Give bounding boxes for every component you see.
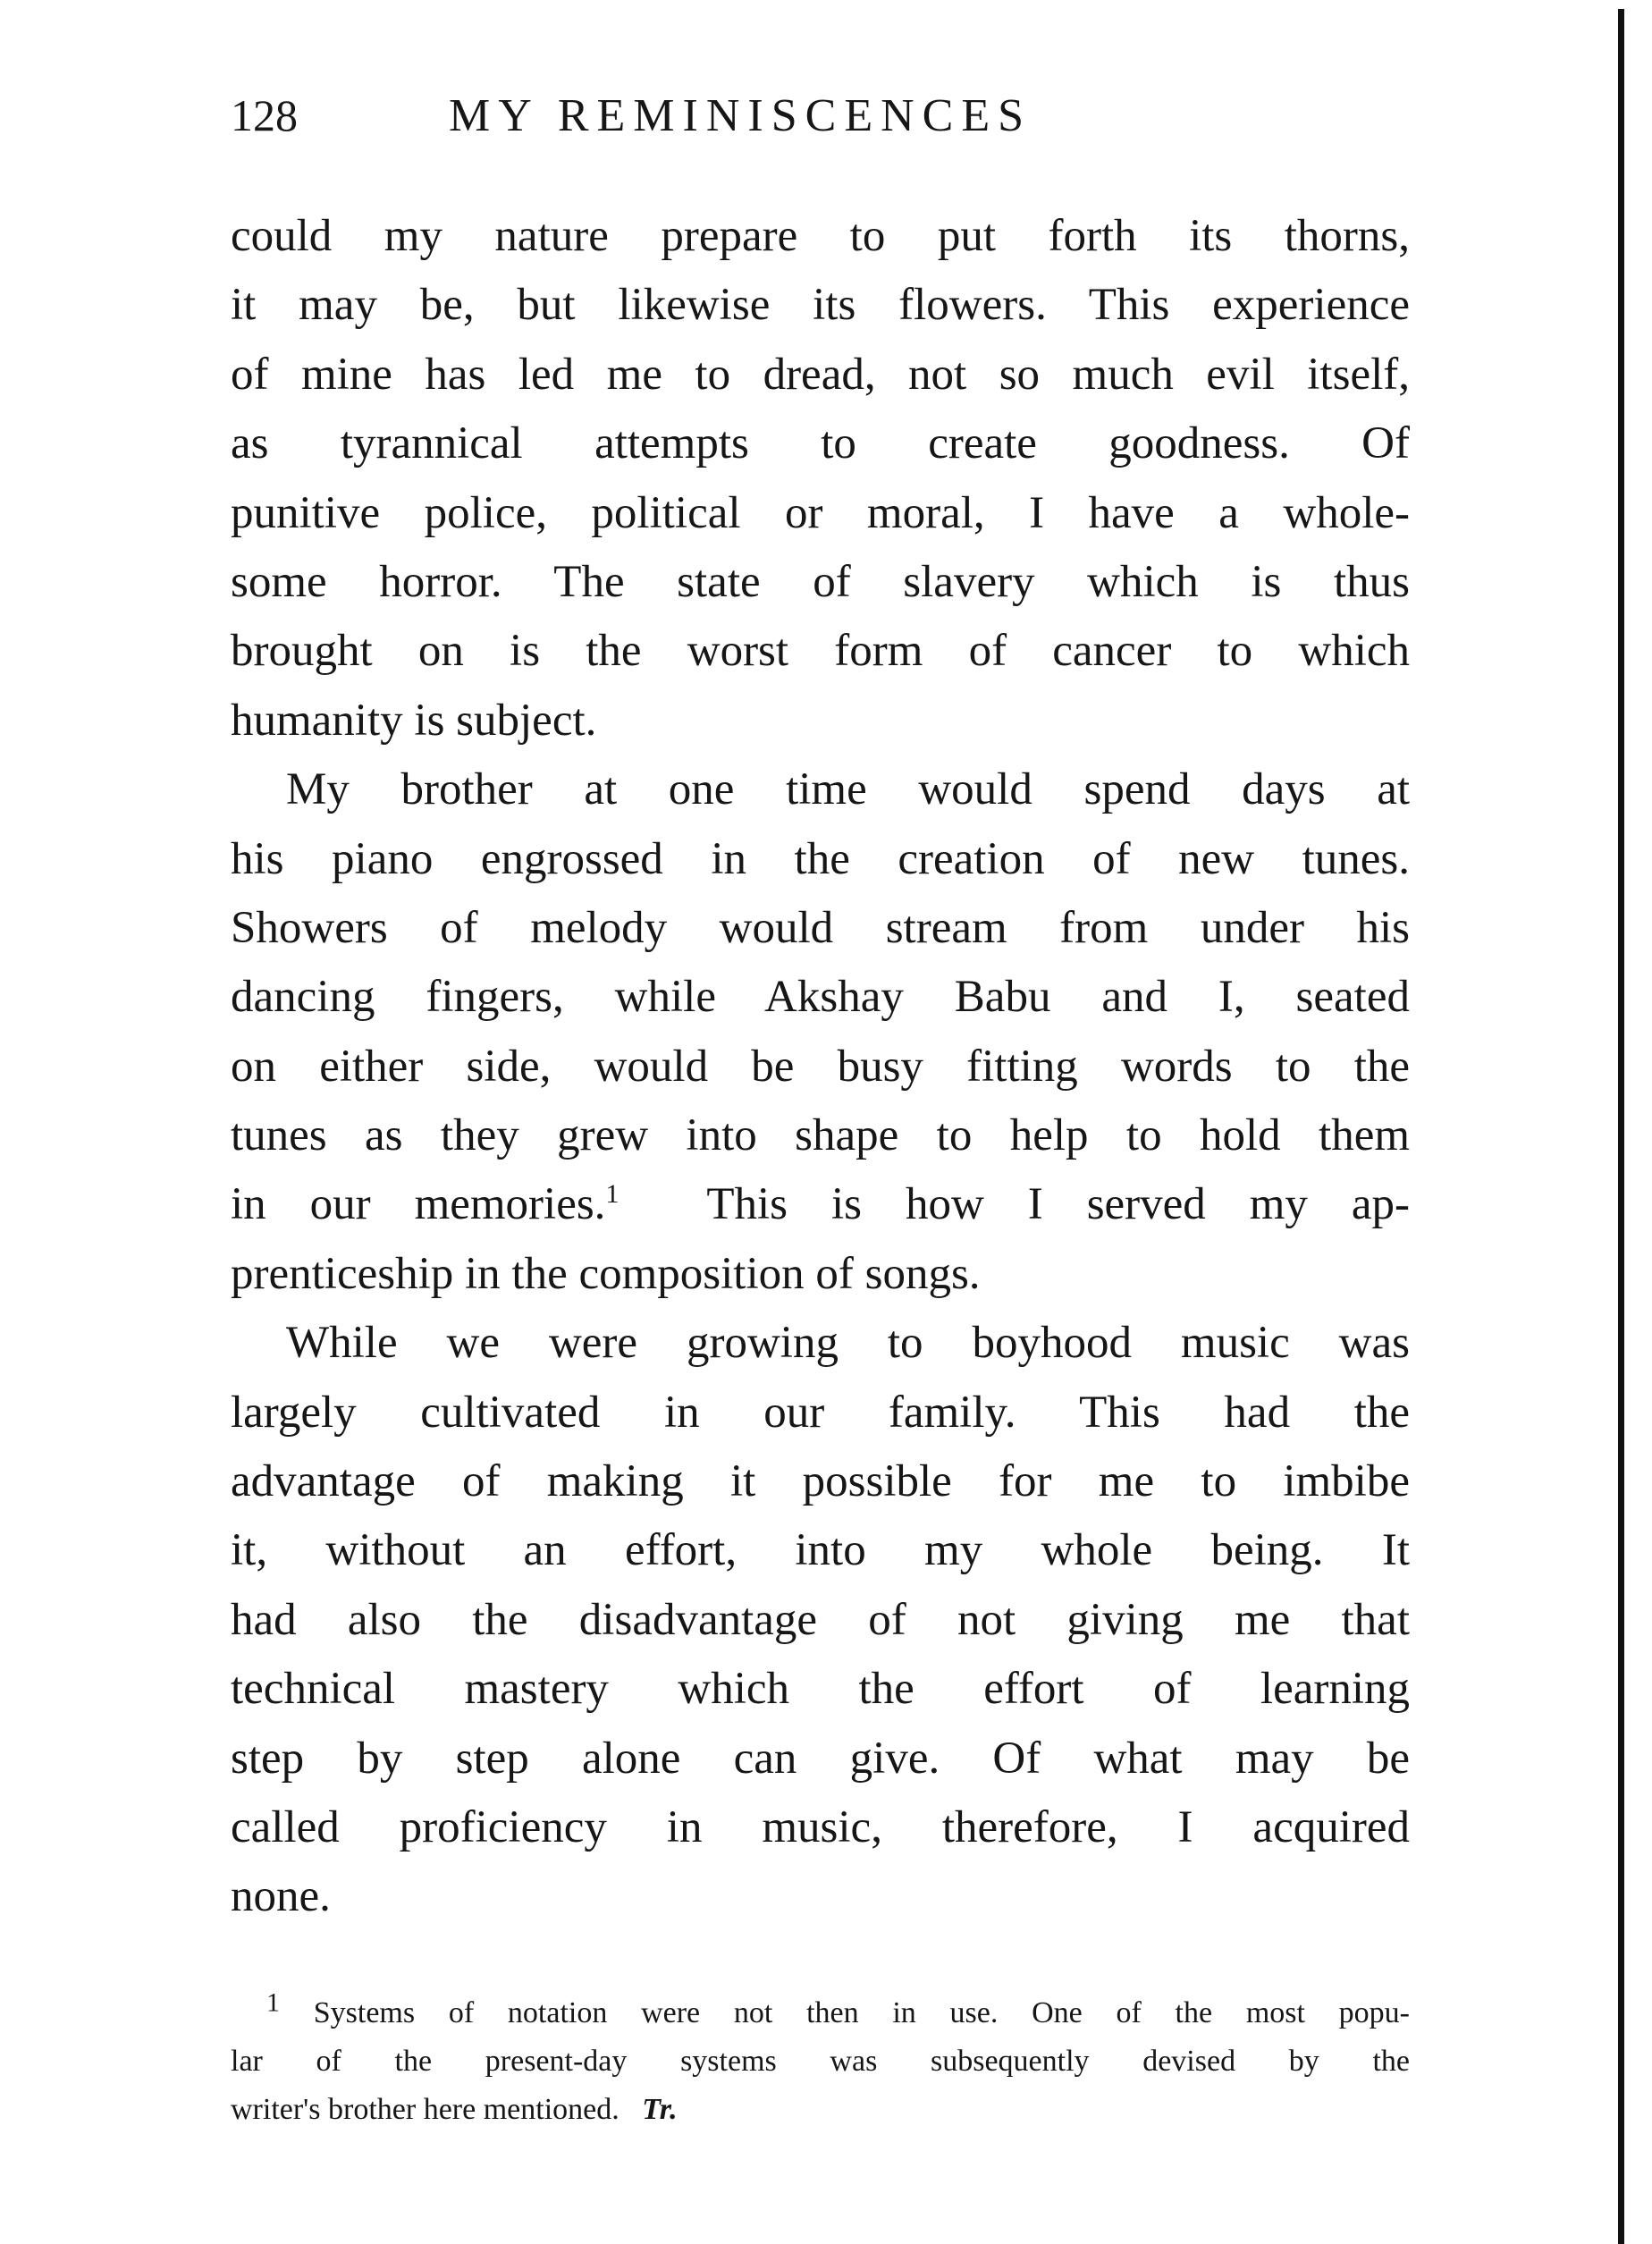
text-line: had also the disadvantage of not giving me that: [231, 1594, 1410, 1645]
footnote-reference[interactable]: 1: [605, 1179, 620, 1210]
text-line: his piano engrossed in the creation of new tunes.: [231, 833, 1410, 884]
footnote-line: lar of the present-day systems was subsequently devised by the: [231, 2045, 1410, 2078]
text-line: dancing fingers, while Akshay Babu and I, seated: [231, 972, 1410, 1023]
footnote-marker: 1: [266, 1987, 280, 2018]
text-line: could my nature prepare to put forth its thorns,: [231, 211, 1410, 261]
text-line: as tyrannical attempts to create goodness. Of: [231, 418, 1410, 469]
text-line: [231, 1170, 1410, 1239]
body-text: [231, 202, 1410, 1932]
text-fragment: Systems of notation were not then in use. One of the most popu-: [313, 1996, 1411, 2029]
paragraph-3: [231, 1309, 1410, 1932]
text-line: While we were growing to boyhood music was: [286, 1318, 1410, 1369]
text-line: advantage of making it possible for me to imbibe: [231, 1456, 1410, 1507]
text-line: it, without an effort, into my whole being. It: [231, 1525, 1410, 1576]
text-line: largely cultivated in our family. This had the: [231, 1387, 1410, 1438]
text-line: of mine has led me to dread, not so much evil itself,: [231, 349, 1410, 400]
text-line: some horror. The state of slavery which is thus: [231, 556, 1410, 607]
text-line: it may be, but likewise its flowers. This experience: [231, 280, 1410, 331]
text-line: on either side, would be busy fitting words to the: [231, 1041, 1410, 1092]
text-line: prenticeship in the composition of songs.: [231, 1248, 981, 1299]
text-line: none.: [231, 1871, 331, 1922]
footnote-line: [231, 1989, 1410, 2037]
footnote-line: [231, 2086, 1410, 2134]
text-fragment: writer's brother here mentioned.: [231, 2093, 620, 2126]
text-line: humanity is subject.: [231, 695, 597, 746]
footnote: [231, 1989, 1410, 2134]
page-header: [231, 89, 1410, 161]
page-number: 128: [231, 90, 298, 140]
text-line: called proficiency in music, therefore, I acquired: [231, 1801, 1410, 1852]
text-fragment: This is how I served my ap-: [706, 1179, 1410, 1230]
text-line: punitive police, political or moral, I have a whole-: [231, 487, 1410, 538]
paragraph-2: [231, 755, 1410, 1309]
page-edge-rule: [1618, 9, 1624, 2244]
text-line: technical mastery which the effort of learning: [231, 1664, 1410, 1715]
paragraph-1: [231, 202, 1410, 755]
text-line: tunes as they grew into shape to help to hold them: [231, 1110, 1410, 1161]
text-line: Showers of melody would stream from under his: [231, 902, 1410, 953]
text-line: My brother at one time would spend days at: [286, 764, 1410, 815]
text-line: step by step alone can give. Of what may be: [231, 1733, 1410, 1784]
translator-signature: Tr.: [642, 2093, 678, 2126]
text-line: brought on is the worst form of cancer to which: [231, 626, 1410, 677]
running-title: MY REMINISCENCES: [449, 90, 1032, 141]
text-fragment: in our memories.: [231, 1179, 606, 1230]
